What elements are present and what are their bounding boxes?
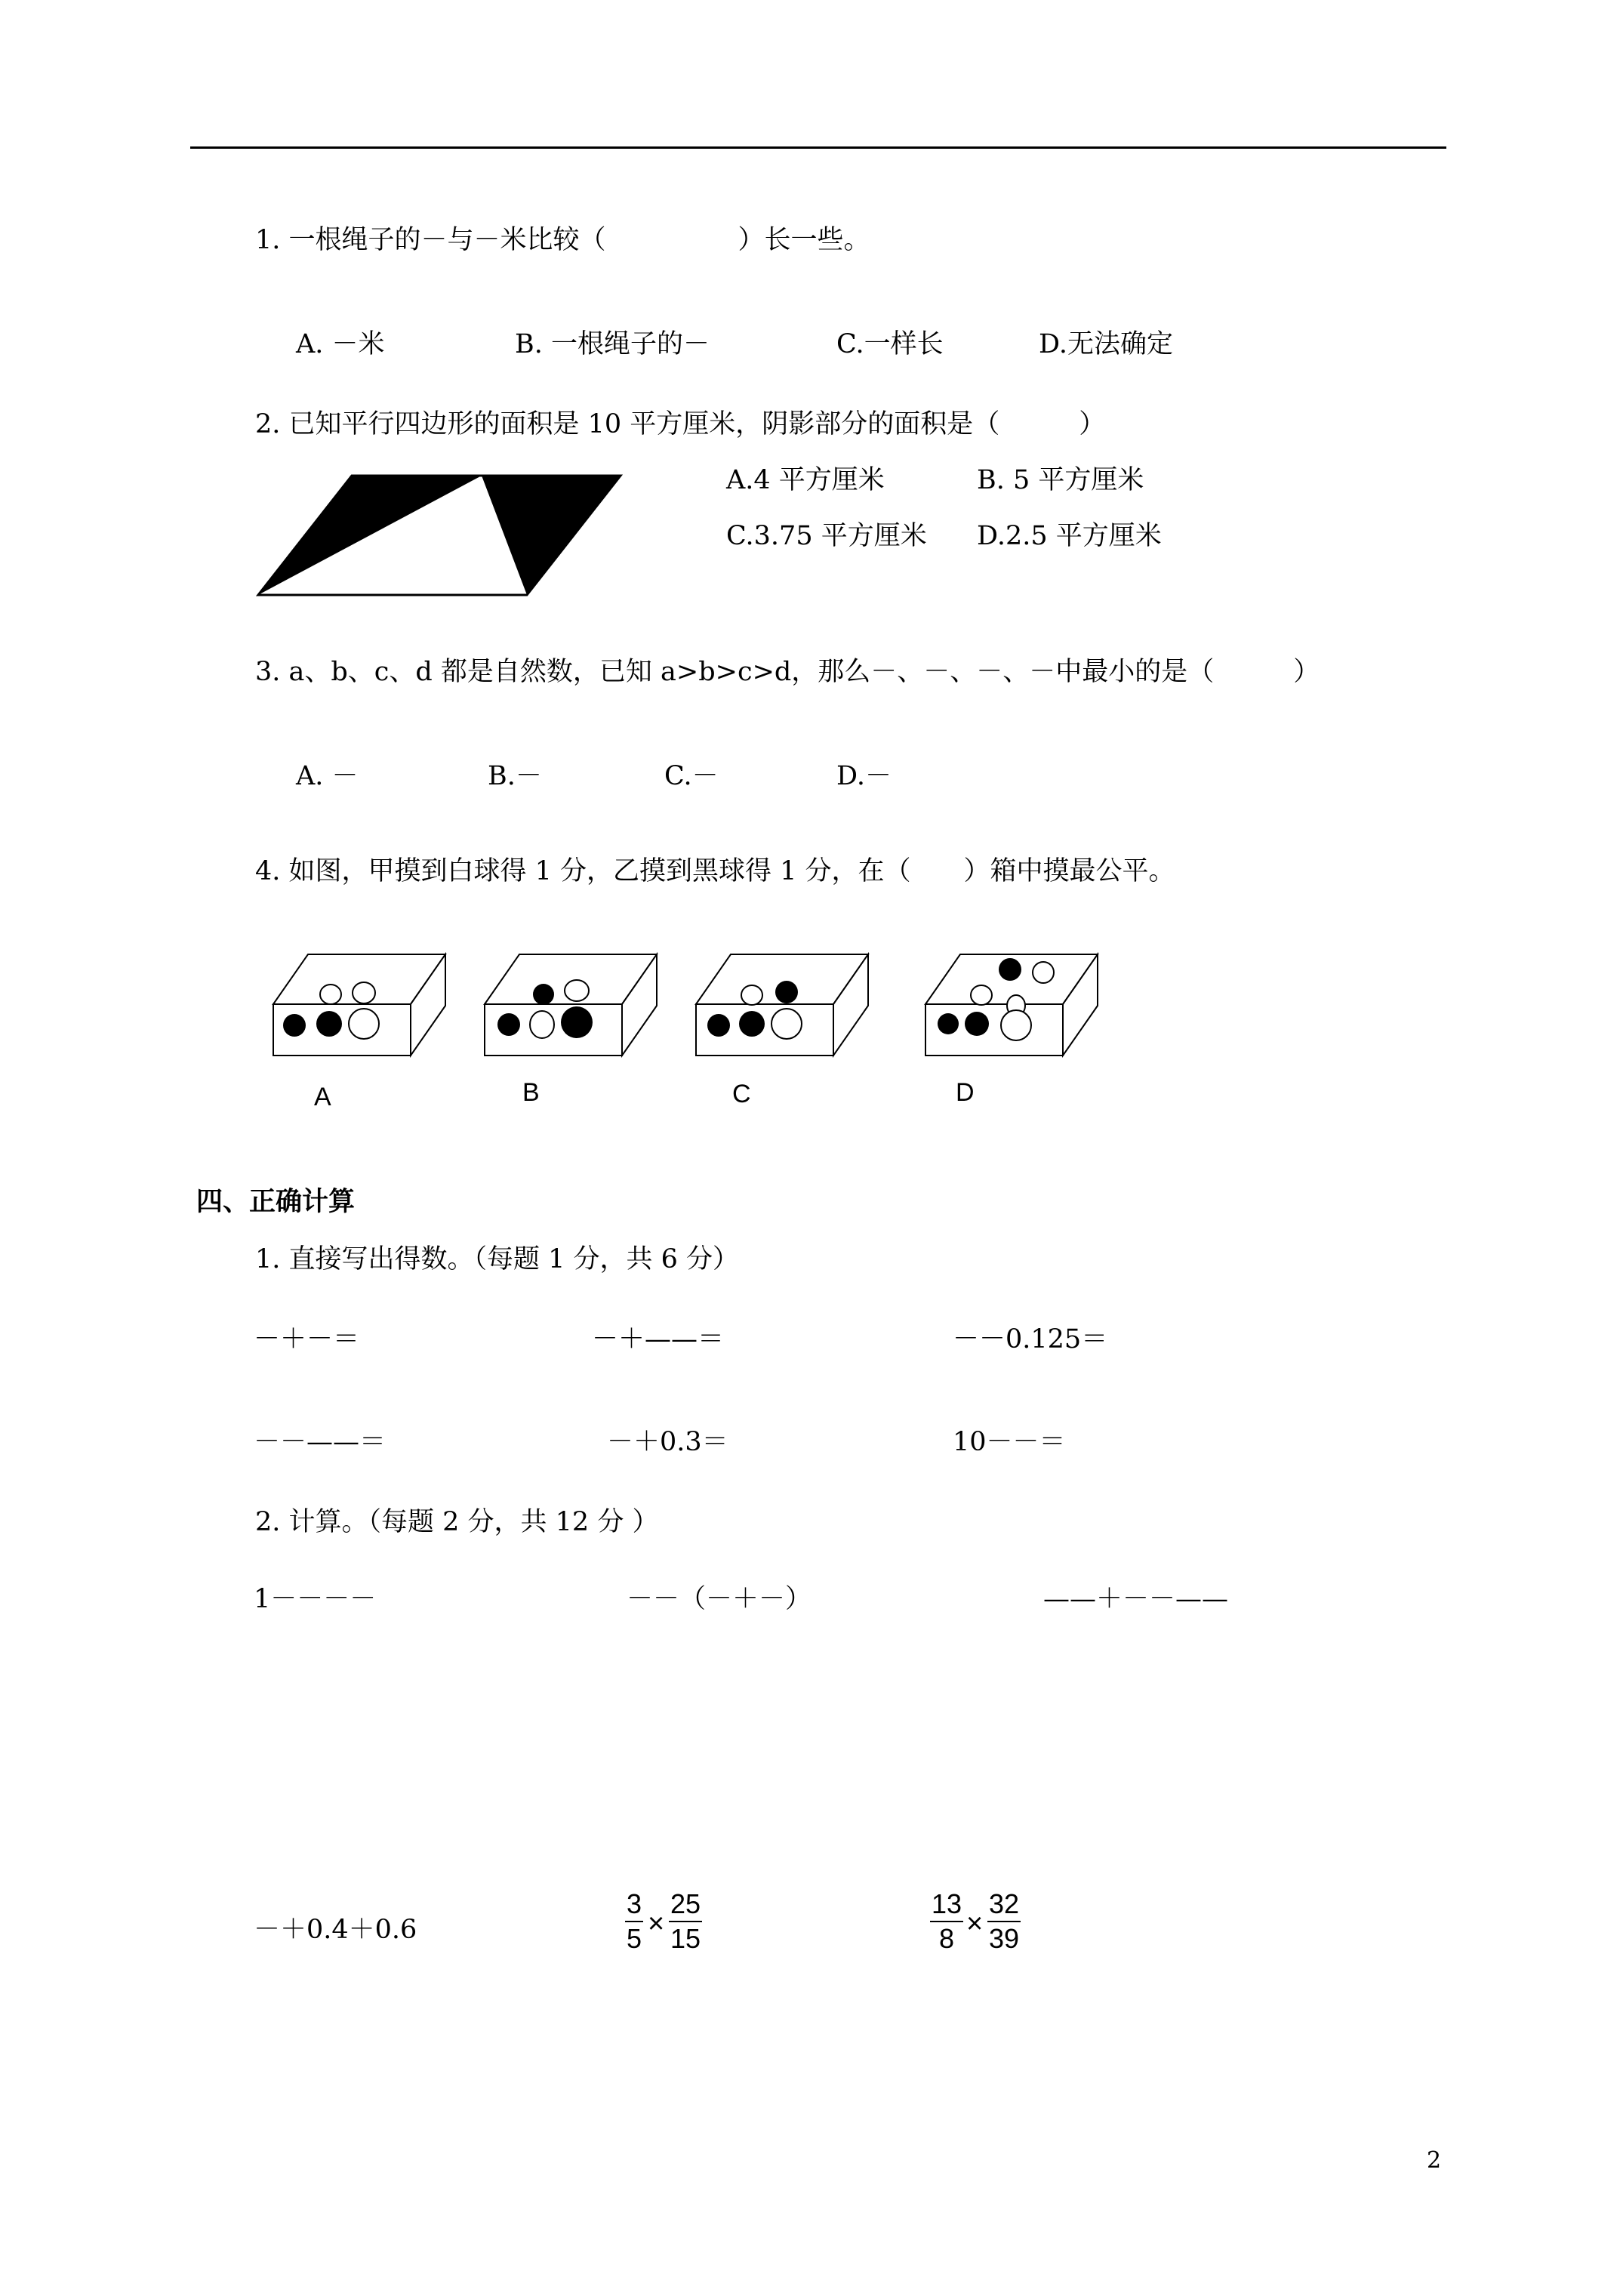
calc-item: 1－－－－: [254, 1584, 377, 1614]
black-ball: [739, 1011, 765, 1037]
page-number: 2: [1427, 2147, 1442, 2174]
white-ball: [771, 1009, 802, 1039]
white-ball: [741, 985, 762, 1005]
white-ball: [1001, 1010, 1031, 1040]
q2-option-b: B. 5 平方厘米: [977, 465, 1144, 495]
box-label: A: [314, 1083, 331, 1111]
q3-option-a: A. －: [296, 761, 359, 791]
black-ball: [283, 1014, 306, 1037]
times-sign: ×: [648, 1908, 665, 1940]
q1-option-a: A. －米: [296, 329, 385, 359]
box-label: D: [956, 1078, 975, 1107]
fraction: $\frac{32}{39}$: [989, 1888, 1020, 1954]
q4-stem: 4. 如图，甲摸到白球得 1 分，乙摸到黑球得 1 分，在（ ）箱中摸最公平。: [255, 856, 1175, 886]
white-ball: [530, 1011, 554, 1038]
times-sign: ×: [966, 1908, 984, 1940]
q3-option-b: B.－: [488, 761, 542, 791]
box-label: B: [522, 1078, 540, 1107]
mental-calc-item: －－0.125＝: [953, 1324, 1108, 1354]
q1-option-c: C.一样长: [836, 329, 944, 359]
calc-item: －－（－＋－）: [627, 1584, 812, 1614]
section-title: 四、正确计算: [196, 1187, 356, 1217]
mental-calc-item: －＋——＝: [592, 1324, 725, 1354]
mental-calc-item: －－——＝: [254, 1427, 387, 1457]
q3-option-c: C.－: [664, 761, 719, 791]
q2-option-d: D.2.5 平方厘米: [977, 521, 1162, 551]
q2-option-a: A.4 平方厘米: [726, 465, 885, 495]
q3-stem: 3. a、b、c、d 都是自然数，已知 a>b>c>d，那么－、－、－、－中最小的是（ ）: [255, 657, 1320, 687]
white-ball: [565, 980, 589, 1001]
fraction: $\frac{13}{8}$: [932, 1888, 962, 1954]
ball-box-a: [270, 944, 451, 1117]
black-ball: [497, 1013, 520, 1036]
header-rule: [190, 146, 1446, 149]
white-ball: [1033, 962, 1054, 983]
mental-calc-item: －＋－＝: [254, 1324, 360, 1354]
black-ball: [561, 1006, 593, 1038]
mental-calc-item: －＋0.3＝: [607, 1427, 728, 1457]
mental-calc-item: 10－－＝: [953, 1427, 1066, 1457]
q1-option-d: D.无法确定: [1039, 329, 1173, 359]
white-ball: [320, 985, 341, 1004]
white-ball: [349, 1009, 379, 1039]
ball-box-c: [693, 944, 874, 1117]
box-label: C: [732, 1080, 751, 1108]
ball-box-d: [922, 944, 1104, 1117]
q3-option-d: D.－: [836, 761, 892, 791]
black-ball: [999, 958, 1021, 981]
white-ball: [971, 985, 992, 1005]
fraction: $\frac{3}{5}$: [627, 1888, 642, 1954]
part2-heading: 2. 计算。（每题 2 分，共 12 分 ）: [255, 1507, 659, 1537]
black-ball: [707, 1014, 730, 1037]
ball-box-b: [482, 944, 663, 1117]
q2-stem: 2. 已知平行四边形的面积是 10 平方厘米，阴影部分的面积是（ ）: [255, 409, 1106, 439]
q2-option-c: C.3.75 平方厘米: [726, 521, 927, 551]
black-ball: [775, 981, 798, 1003]
q1-stem: 1. 一根绳子的－与－米比较（ ）长一些。: [255, 225, 870, 255]
black-ball: [316, 1011, 342, 1037]
calc-item: －＋0.4＋0.6: [254, 1915, 417, 1945]
white-ball: [353, 982, 375, 1003]
black-ball: [965, 1012, 989, 1036]
calc-item: ——＋－－——: [1043, 1584, 1229, 1614]
q1-option-b: B. 一根绳子的－: [515, 329, 710, 359]
fraction: $\frac{25}{15}$: [670, 1888, 701, 1954]
black-ball: [938, 1013, 959, 1034]
part1-heading: 1. 直接写出得数。（每题 1 分，共 6 分）: [255, 1244, 740, 1274]
black-ball: [533, 984, 554, 1005]
parallelogram-figure: [255, 468, 625, 600]
